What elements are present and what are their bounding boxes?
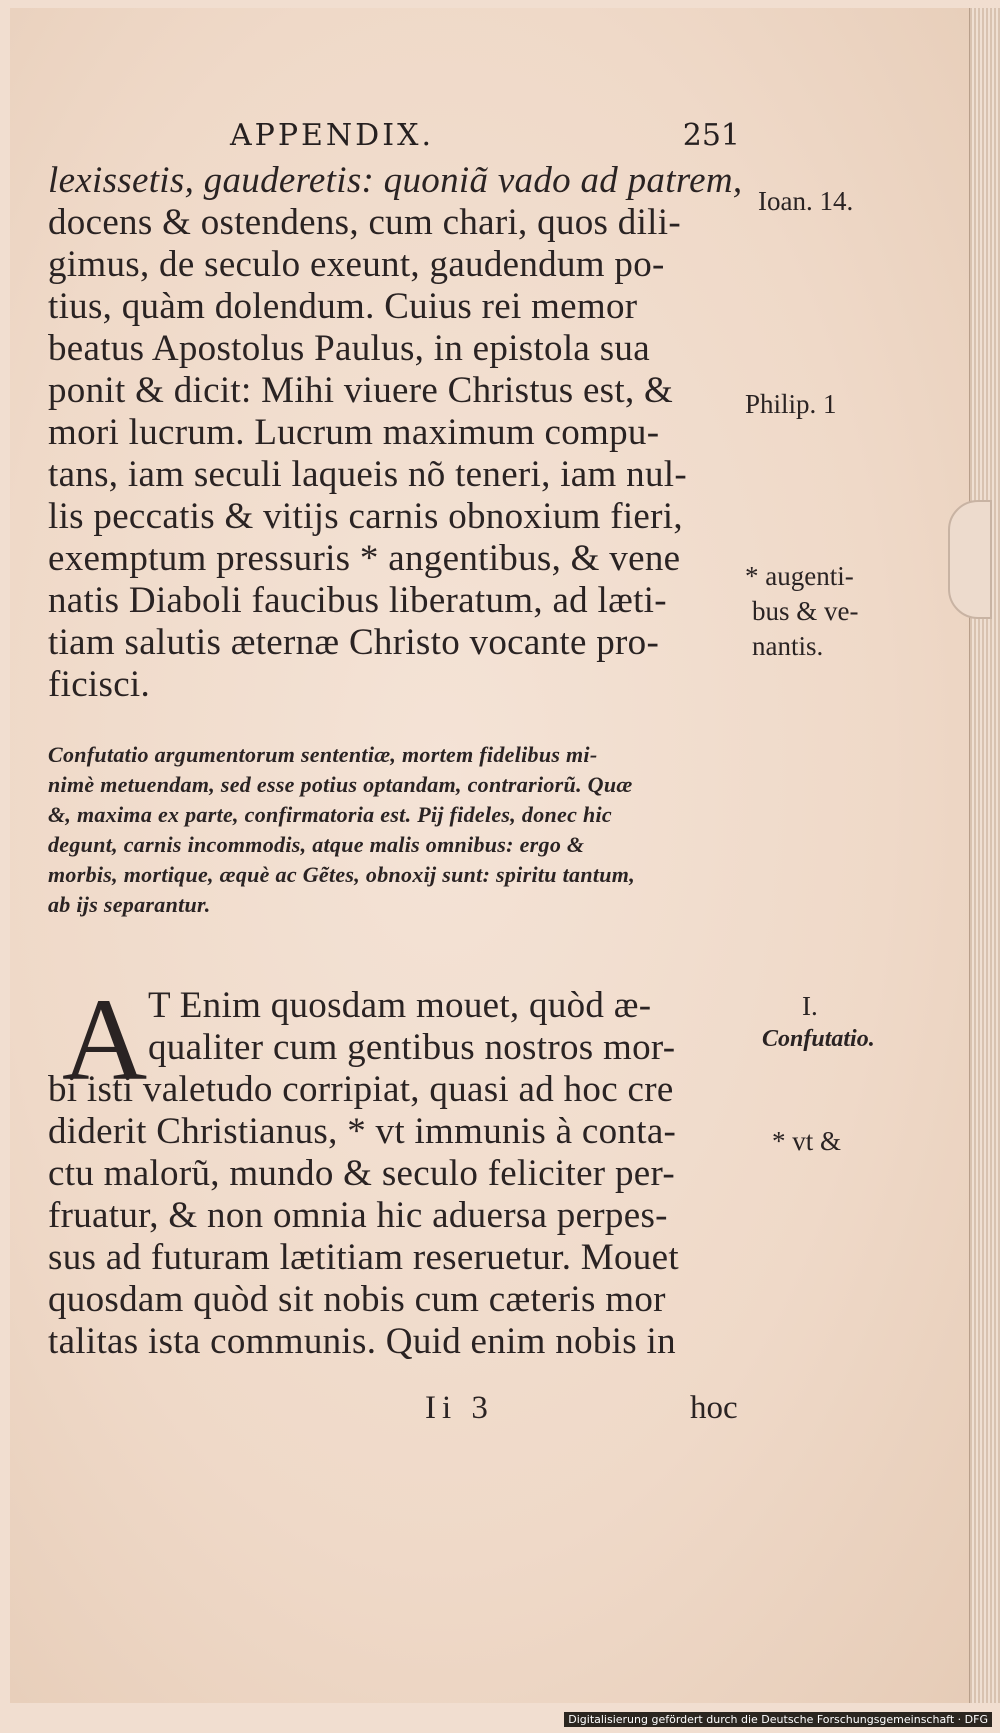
margin-note-joan: Ioan. 14.: [758, 186, 854, 216]
text-line: exemptum pressuris * angentibus, & vene: [48, 538, 681, 579]
text-line: tans, iam seculi laqueis nõ teneri, iam nul-: [48, 454, 687, 495]
text-line: fruatur, & non omnia hic aduersa perpes-: [48, 1195, 668, 1236]
section-summary: [48, 740, 768, 920]
summary-line: Confutatio argumentorum sententiæ, mortem fidelibus mi-: [48, 742, 598, 767]
summary-line: &, maxima ex parte, confirmatoria est. Pij fideles, donec hic: [48, 802, 612, 827]
margin-note-number: I.: [802, 991, 818, 1021]
page-number: 251: [682, 118, 740, 153]
text-line: beatus Apostolus Paulus, in epistola sua: [48, 328, 650, 369]
summary-line: nimè metuendam, sed esse potius optandam, contrariorũ. Quæ: [48, 772, 633, 797]
signature-mark: Ii 3: [425, 1390, 494, 1426]
margin-note-confutatio: Confutatio.: [762, 1026, 875, 1052]
margin-note-augenti-3: nantis.: [752, 631, 824, 661]
running-title: APPENDIX.: [230, 118, 434, 153]
margin-note-augenti-1: * augenti-: [745, 561, 854, 591]
summary-line: morbis, mortique, æquè ac Gẽtes, obnoxij sunt: spiritu tantum,: [48, 862, 636, 887]
text-line: lexissetis, gauderetis: quoniã vado ad patrem,: [48, 160, 743, 201]
text-line: bi isti valetudo corripiat, quasi ad hoc cre: [48, 1069, 674, 1110]
text-line: talitas ista communis. Quid enim nobis in: [48, 1321, 676, 1362]
text-line: mori lucrum. Lucrum maximum compu-: [48, 412, 660, 453]
text-line: ponit & dicit: Mihi viuere Christus est, &: [48, 370, 674, 411]
margin-note-vt: * vt &: [772, 1126, 842, 1156]
text-line: T Enim quosdam mouet, quòd æ-: [148, 985, 652, 1026]
text-line: diderit Christianus, * vt immunis à conta-: [48, 1111, 677, 1152]
page-edges: [969, 8, 1000, 1703]
page-header: [230, 118, 740, 158]
text-line: lis peccatis & vitijs carnis obnoxium fieri,: [48, 496, 683, 537]
catchword: hoc: [690, 1390, 738, 1426]
text-line: gimus, de seculo exeunt, gaudendum po-: [48, 244, 665, 285]
text-line: sus ad futuram lætitiam reseruetur. Mouet: [48, 1237, 679, 1278]
margin-note-philip: Philip. 1: [745, 389, 837, 419]
text-line: qualiter cum gentibus nostros mor-: [148, 1027, 676, 1068]
text-line: natis Diaboli faucibus liberatum, ad læti-: [48, 580, 667, 621]
text-line: ctu malorũ, mundo & seculo feliciter per-: [48, 1153, 675, 1194]
body-text-bottom: [48, 974, 768, 1363]
summary-line: degunt, carnis incommodis, atque malis omnibus: ergo &: [48, 832, 585, 857]
text-line: quosdam quòd sit nobis cum cæteris mor: [48, 1279, 666, 1320]
text-line: docens & ostendens, cum chari, quos dili-: [48, 202, 681, 243]
text-line: tiam salutis æternæ Christo vocante pro-: [48, 622, 660, 663]
digitization-credit: Digitalisierung gefördert durch die Deutsche Forschungsgemeinschaft · DFG: [564, 1712, 992, 1727]
margin-note-augenti-2: bus & ve-: [752, 596, 859, 626]
drop-capital: A: [62, 974, 148, 1105]
page-tab: [948, 500, 992, 619]
text-line: tius, quàm dolendum. Cuius rei memor: [48, 286, 638, 327]
body-text-top: [48, 160, 768, 706]
text-line: ficisci.: [48, 664, 151, 705]
summary-line: ab ijs separantur.: [48, 892, 211, 917]
